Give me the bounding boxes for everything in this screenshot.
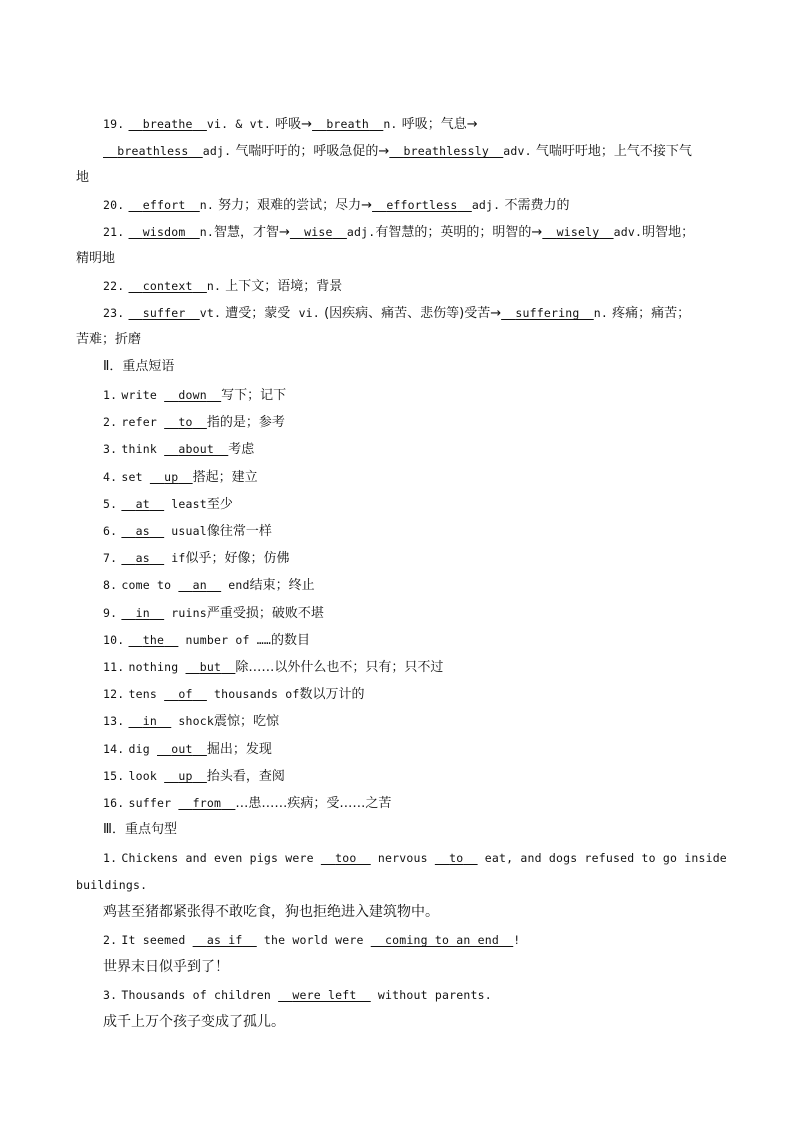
answer-blank: as bbox=[135, 551, 150, 565]
sentence-2-translation: 世界末日似乎到了！ bbox=[103, 959, 229, 975]
phrase-item: 11. nothing but 除……以外什么也不；只有；只不过 bbox=[103, 660, 444, 675]
sentence-3-translation: 成千上万个孩子变成了孤儿。 bbox=[103, 1014, 285, 1030]
phrase-item: 5. at least至少 bbox=[103, 497, 233, 512]
answer-blank: from bbox=[192, 796, 222, 810]
answer-blank: context bbox=[142, 279, 193, 293]
answer-blank: in bbox=[142, 714, 158, 728]
answer-blank: the bbox=[142, 633, 165, 647]
phrase-item: 14. dig out 掘出；发现 bbox=[103, 742, 272, 757]
phrase-item: 9. in ruins严重受损；破败不堪 bbox=[103, 606, 324, 621]
sentence-3: 3. Thousands of children were left without parents. bbox=[103, 988, 492, 1002]
answer-blank: breathlessly bbox=[403, 144, 490, 158]
vocab-item-19: 19. breathe vi. & vt. 呼吸→ breath n. 呼吸；气息→ bbox=[103, 117, 478, 132]
vocab-item-20: 20. effort n. 努力；艰难的尝试；尽力→ effortless adj. 不需费力的 bbox=[103, 198, 570, 213]
phrase-item: 7. as if似乎；好像；仿佛 bbox=[103, 551, 290, 566]
answer-blank: breathe bbox=[142, 117, 193, 131]
answer-blank: coming to an end bbox=[385, 933, 499, 947]
phrase-item: 2. refer to 指的是；参考 bbox=[103, 415, 285, 430]
answer-blank: in bbox=[135, 606, 150, 620]
answer-blank: wisdom bbox=[142, 225, 186, 239]
answer-blank: up bbox=[178, 769, 193, 783]
answer-blank: effort bbox=[142, 198, 186, 212]
phrase-item: 12. tens of thousands of数以万计的 bbox=[103, 687, 365, 702]
answer-blank: down bbox=[178, 388, 207, 402]
answer-blank: too bbox=[335, 851, 357, 865]
phrase-item: 13. in shock震惊；吃惊 bbox=[103, 714, 280, 729]
phrase-item: 6. as usual像往常一样 bbox=[103, 524, 272, 539]
answer-blank: suffer bbox=[142, 306, 186, 320]
answer-blank: as bbox=[135, 524, 150, 538]
answer-blank: breathless bbox=[117, 144, 189, 158]
sentence-2: 2. It seemed as if the world were coming to an end ! bbox=[103, 933, 521, 947]
answer-blank: out bbox=[171, 742, 193, 756]
vocab-item-22: 22. context n. 上下文；语境；背景 bbox=[103, 279, 343, 294]
vocab-item-19-wrap: 地 bbox=[76, 170, 90, 185]
answer-blank: up bbox=[164, 470, 179, 484]
answer-blank: of bbox=[178, 687, 193, 701]
answer-blank: at bbox=[135, 497, 150, 511]
answer-blank: but bbox=[199, 660, 222, 674]
answer-blank: suffering bbox=[515, 306, 580, 320]
phrase-item: 10. the number of ……的数目 bbox=[103, 633, 311, 648]
vocab-item-21-wrap: 精明地 bbox=[76, 251, 116, 266]
answer-blank: wisely bbox=[556, 225, 600, 239]
answer-blank: an bbox=[192, 578, 207, 592]
sentence-1-translation: 鸡甚至猪都紧张得不敢吃食，狗也拒绝进入建筑物中。 bbox=[103, 904, 439, 920]
answer-blank: about bbox=[178, 442, 215, 456]
phrase-item: 4. set up 搭起；建立 bbox=[103, 470, 258, 485]
section-title-phrases: Ⅱ．重点短语 bbox=[103, 359, 175, 374]
answer-blank: to bbox=[449, 851, 464, 865]
answer-blank: effortless bbox=[386, 198, 458, 212]
vocab-item-21: 21. wisdom n.智慧，才智→ wise adj.有智慧的；英明的；明智的→ wisely adv.明智地； bbox=[103, 225, 695, 240]
phrase-item: 1. write down 写下；记下 bbox=[103, 388, 287, 403]
phrase-item: 3. think about 考虑 bbox=[103, 442, 255, 457]
section-title-sentences: Ⅲ．重点句型 bbox=[103, 822, 177, 837]
vocab-item-23: 23. suffer vt. 遭受；蒙受 vi. (因疾病、痛苦、悲伤等)受苦→ suffering n. 疼痛；痛苦； bbox=[103, 306, 691, 321]
phrase-item: 16. suffer from …患……疾病；受……之苦 bbox=[103, 796, 392, 811]
sentence-1: 1. Chickens and even pigs were too nervous to eat, and dogs refused to go inside bbox=[103, 851, 727, 865]
answer-blank: breath bbox=[326, 117, 370, 131]
answer-blank: were left bbox=[292, 988, 357, 1002]
item-number: 19. bbox=[103, 117, 125, 131]
vocab-item-19-cont: breathless adj. 气喘吁吁的；呼吸急促的→ breathlessly adv. 气喘吁吁地；上气不接下气 bbox=[117, 144, 692, 159]
vocab-item-23-wrap: 苦难；折磨 bbox=[76, 332, 142, 347]
answer-blank: wise bbox=[304, 225, 333, 239]
answer-blank: as if bbox=[206, 933, 243, 947]
phrase-item: 15. look up 抬头看，查阅 bbox=[103, 769, 285, 784]
answer-blank: to bbox=[178, 415, 193, 429]
phrase-item: 8. come to an end结束；终止 bbox=[103, 578, 315, 593]
sentence-1-wrap: buildings. bbox=[76, 878, 148, 892]
